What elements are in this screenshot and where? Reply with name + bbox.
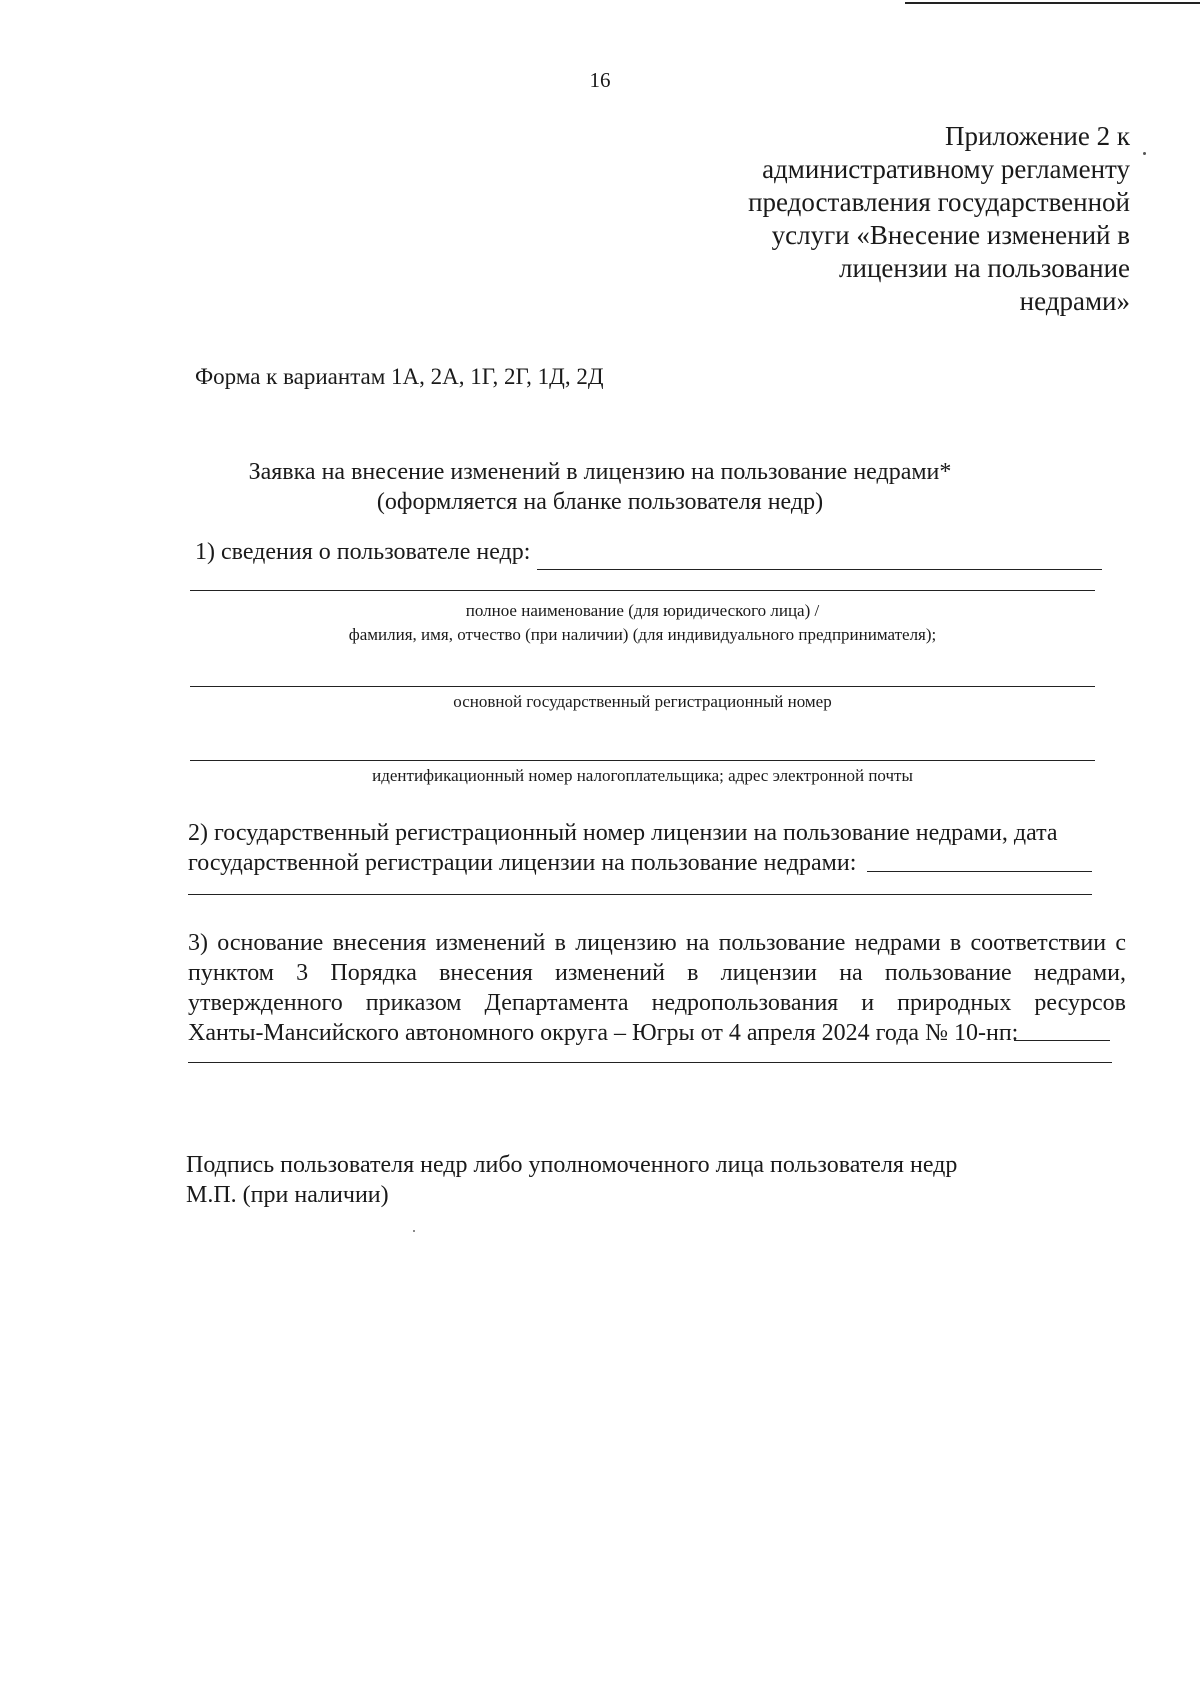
- appendix-line: предоставления государственной: [748, 187, 1130, 217]
- caption-inn-email: идентификационный номер налогоплательщика; адрес электронной почты: [372, 766, 913, 785]
- section3-line: пунктом 3 Порядка внесения изменений в лицензии на пользование недрами,: [188, 960, 1126, 986]
- appendix-line: услуги «Внесение изменений в: [771, 220, 1130, 250]
- appendix-line: административному регламенту: [762, 154, 1130, 184]
- section2-text: [188, 818, 1058, 878]
- scan-speck: [1143, 152, 1146, 155]
- caption-full-name: [190, 599, 1095, 647]
- section1-label: 1) сведения о пользователе недр:: [195, 539, 531, 565]
- form-variant: Форма к вариантам 1А, 2А, 1Г, 2Г, 1Д, 2Д: [195, 364, 604, 389]
- license-number-field[interactable]: [188, 894, 1092, 895]
- appendix-line: лицензии на пользование: [839, 253, 1130, 283]
- signature-block: [186, 1150, 957, 1210]
- caption-line: фамилия, имя, отчество (при наличии) (для индивидуального предпринимателя);: [348, 625, 937, 644]
- appendix-line: недрами»: [1019, 286, 1130, 316]
- form-title-subline: (оформляется на бланке пользователя недр): [376, 489, 824, 515]
- signature-line: Подпись пользователя недр либо уполномоченного лица пользователя недр: [186, 1152, 958, 1178]
- section3-line: 3) основание внесения изменений в лицензию на пользование недрами в соответствии с: [188, 930, 1126, 956]
- page-number: 16: [589, 68, 611, 92]
- scan-speck: [413, 1230, 415, 1232]
- section2-line: государственной регистрации лицензии на пользование недрами:: [188, 850, 857, 876]
- scan-edge-line: [905, 2, 1200, 4]
- stamp-line: М.П. (при наличии): [186, 1182, 389, 1208]
- appendix-line: Приложение 2 к: [944, 121, 1130, 151]
- appendix-header: [670, 120, 1130, 318]
- form-title-line: Заявка на внесение изменений в лицензию на пользование недрами*: [248, 459, 952, 485]
- change-basis-field[interactable]: [1014, 1040, 1110, 1041]
- ogrn-field[interactable]: [190, 686, 1095, 687]
- form-title: [0, 457, 1200, 517]
- section3-text: [188, 928, 1126, 1048]
- inn-email-field[interactable]: [190, 760, 1095, 761]
- change-basis-field-2[interactable]: [188, 1062, 1112, 1063]
- user-info-field-2[interactable]: [190, 590, 1095, 591]
- caption-ogrn: основной государственный регистрационный номер: [453, 692, 832, 711]
- license-date-field[interactable]: [867, 871, 1092, 872]
- caption-line: полное наименование (для юридического лица) /: [465, 601, 820, 620]
- section3-line: утвержденного приказом Департамента недропользования и природных ресурсов: [188, 990, 1126, 1016]
- section3-line: Ханты-Мансийского автономного округа – Югры от 4 апреля 2024 года № 10-нп:: [188, 1020, 1019, 1046]
- user-info-field[interactable]: [537, 569, 1102, 570]
- section2-line: 2) государственный регистрационный номер лицензии на пользование недрами, дата: [188, 820, 1058, 846]
